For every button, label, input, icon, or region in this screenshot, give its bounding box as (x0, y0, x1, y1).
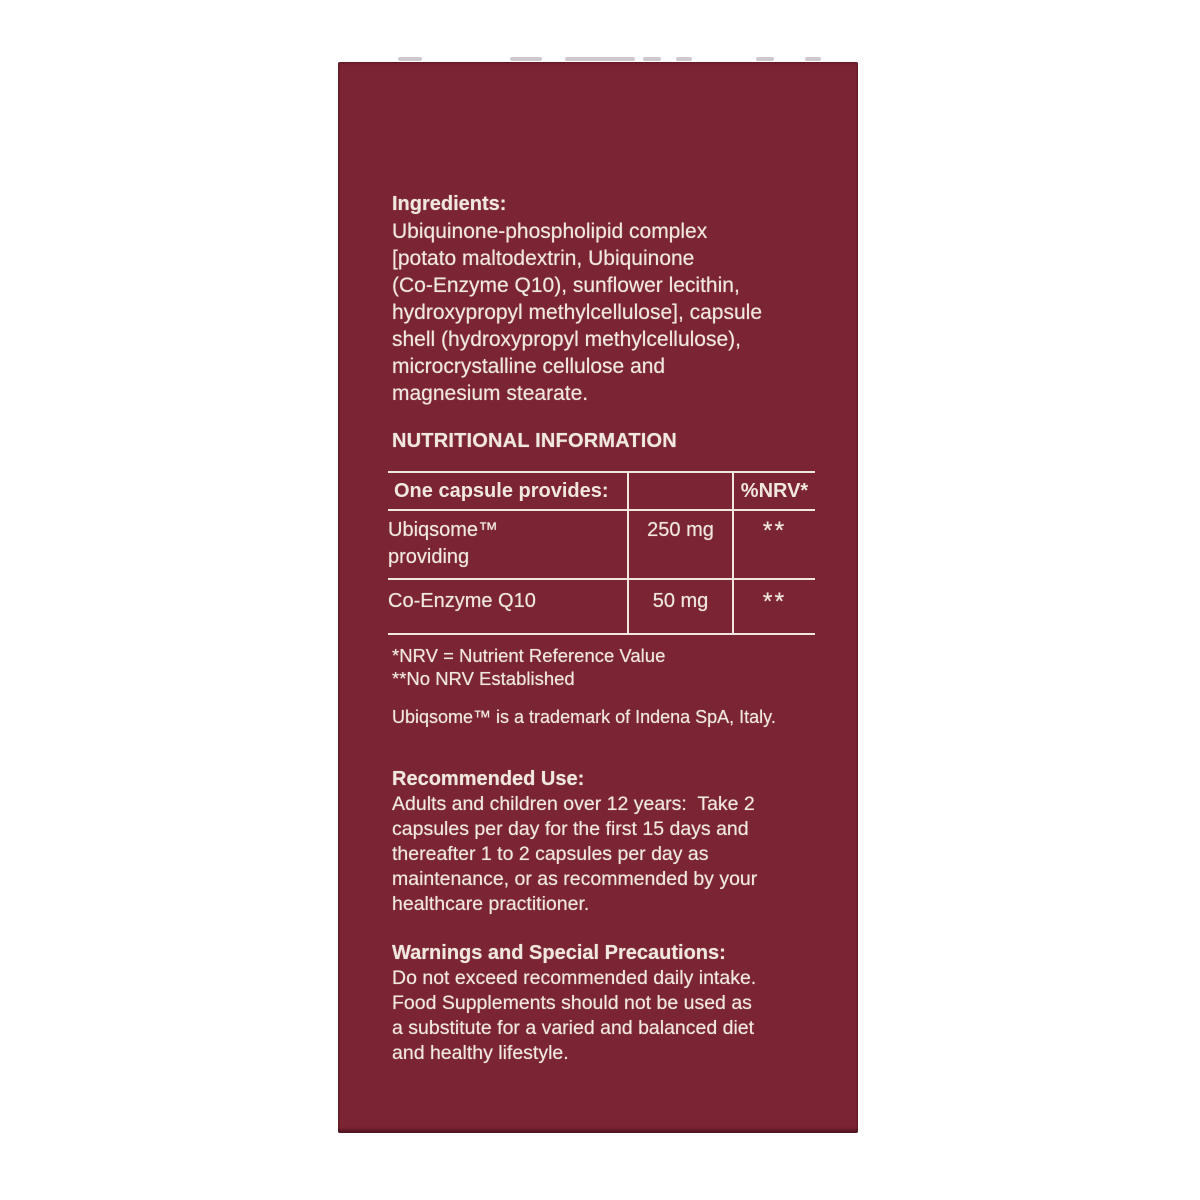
ingredients-line: shell (hydroxypropyl methylcellulose), (392, 328, 741, 351)
table-header-row (388, 472, 815, 510)
recommended-use-line: maintenance, or as recommended by your (392, 868, 758, 890)
table-cell-amount: 50 mg (628, 579, 733, 634)
print-artifact (805, 57, 821, 61)
ingredients-line: hydroxypropyl methylcellulose], capsule (392, 301, 763, 324)
ingredient-name-line: Ubiqsome™ (388, 519, 499, 541)
print-artifact (676, 57, 692, 61)
table-cell-nrv: ** (733, 579, 815, 634)
label-content (388, 62, 818, 1066)
ingredients-line: microcrystalline cellulose and (392, 355, 666, 378)
table-cell-ingredient-name (388, 510, 628, 579)
warnings-heading: Warnings and Special Precautions: (392, 942, 726, 964)
print-artifact (643, 57, 661, 61)
table-cell-ingredient-name (388, 579, 628, 634)
nutrition-table (388, 471, 815, 635)
nrv-footnote: **No NRV Established (392, 668, 575, 689)
label-panel (338, 62, 858, 1133)
ingredients-heading: Ingredients: (392, 193, 507, 215)
ingredient-name-line: Co-Enzyme Q10 (388, 590, 536, 612)
recommended-use-line: thereafter 1 to 2 capsules per day as (392, 843, 709, 865)
table-cell-nrv: ** (733, 510, 815, 579)
table-cell-amount: 250 mg (628, 510, 733, 579)
table-row (388, 510, 815, 579)
table-header-provides: One capsule provides: (388, 472, 628, 510)
print-artifact (756, 57, 774, 61)
ingredients-line: magnesium stearate. (392, 382, 589, 405)
table-row (388, 579, 815, 634)
recommended-use-line: Adults and children over 12 years: Take 2 (392, 793, 755, 815)
recommended-use-line: healthcare practitioner. (392, 893, 590, 915)
ingredients-paragraph (392, 218, 818, 407)
warnings-line: Do not exceed recommended daily intake. (392, 967, 757, 989)
recommended-use-paragraph (392, 792, 818, 917)
warnings-paragraph (392, 966, 818, 1066)
table-header-nrv: %NRV* (733, 472, 815, 510)
ingredients-line: [potato maltodextrin, Ubiquinone (392, 247, 695, 270)
warnings-line: a substitute for a varied and balanced diet (392, 1017, 755, 1039)
recommended-use-line: capsules per day for the first 15 days and (392, 818, 749, 840)
print-artifact (510, 57, 542, 61)
trademark-note: Ubiqsome™ is a trademark of Indena SpA, Italy. (392, 707, 776, 727)
table-header-amount (628, 472, 733, 510)
nutritional-information-heading: NUTRITIONAL INFORMATION (392, 430, 677, 452)
recommended-use-heading: Recommended Use: (392, 768, 585, 790)
warnings-line: and healthy lifestyle. (392, 1042, 569, 1064)
nrv-footnote: *NRV = Nutrient Reference Value (392, 645, 666, 666)
print-artifact (565, 57, 635, 61)
ingredients-line: (Co-Enzyme Q10), sunflower lecithin, (392, 274, 740, 297)
ingredient-name-line: providing (388, 546, 470, 568)
print-artifact (398, 57, 422, 61)
ingredients-line: Ubiquinone-phospholipid complex (392, 220, 708, 243)
warnings-line: Food Supplements should not be used as (392, 992, 752, 1014)
